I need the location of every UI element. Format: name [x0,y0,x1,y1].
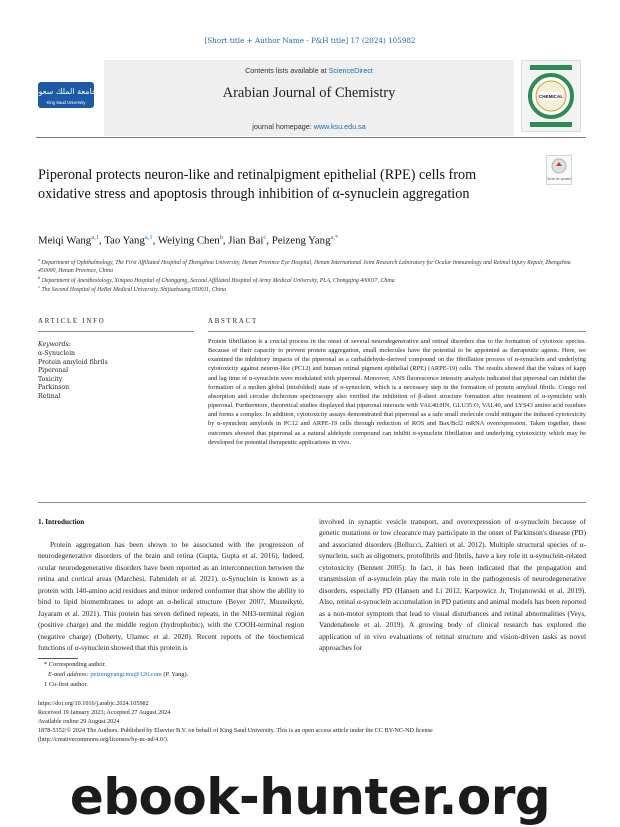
article-info-rule [38,331,194,332]
email-note [48,671,188,678]
co-first-author-note: 1 Co-first author. [44,681,88,688]
contents-line [104,66,514,75]
author-name: Peizeng Yang [271,234,331,247]
introduction-right-column: involved in synaptic vesicle transport, and overexpression of α-synuclein because of genetic mutations or low clearance may participate in the onset of Parkinson's disease (PD) and associated disorders (Bellucci, Zaltieri et al. 2012). Multiple structural species of α-synuclein, such as oligomers, protofibrils and fibrils, have a key role in α-synuclein-related cytotoxicity (Bennett 2005). In fact, it has been indicated that the propagation and transmission of α-synuclein play the main role in the pathogenesis of neurodegenerative disorders, especially PD (Hansen and Li 2012, Karpowicz Jr, Trojanowski et al. 2019). Also, retinal α-synuclein accumulation in PD patients and animal models has been reported as a non-motor symptom that lead to visual disturbances and retinal abnormalities (Veys, Vandenabeele et al. 2019). A growing body of clinical research has explored the application of in vivo evaluations of retinal structure and vision-driven tasks as novel approaches for [319,517,586,652]
affiliation-text: Department of Ophthalmology, The First Affiliated Hospital of Zhengzhou University, Henan Province Eye Hospital, Henan International Joint Research Laboratory for Ocular Immunology and Retinal Injury Repair, Zhengzhou 450000, Henan Province, China [38,259,571,274]
ksu-logo-english: King Saud University [46,100,86,105]
check-for-updates-button[interactable] [546,155,572,185]
ksu-logo-arabic: جامعة الملك سعود [36,87,96,96]
article-title: Piperonal protects neuron-like and retinalpigment epithelial (RPE) cells from oxidative stress and apoptosis through inhibition of α-synuclein aggregation [38,167,477,202]
affiliation-marker: c [38,284,40,289]
author-name: Tao Yang [104,234,145,247]
affiliation-a [38,256,588,275]
check-updates-label: Check for updates [547,177,571,181]
introduction-left-column: Protein aggregation has been shown to be associated with the progression of neurodegenerative disorders of the brain and retina (Gupta, Gupta et al. 2016). Indeed, ocular neurodegenerative disorders have been reported as an interconnection between the retina and cortical areas (Marchesi, Fahmideh et al. 2021). α-Synuclein is known as a protein with 140-amino acid residues and minor ordered conformer that show the ability to bind to lipid biomembranes to adopt an α-helical structure (Beyer 2007, Musteikytė, Jayaram et al. 2021). This protein has seven defined repeats, in the NH3-terminal region (positive charge) and the middle region (hydrophobic), with the COOH-terminal region (negative charge) (Doherty, Ulamec et al. 2020). Recent reports of the biochemical functions of α-synuclein showed that this protein is [38,540,304,653]
keyword-item: Parkinson [38,384,70,392]
keyword-item: Toxicity [38,375,63,383]
sciencedirect-link[interactable]: ScienceDirect [328,66,373,75]
received-dates: Received 19 January 2023; Accepted 27 August 2024 [38,709,171,716]
affiliation-marker: a [38,257,40,262]
author-affiliation-ref[interactable]: b [219,234,223,241]
homepage-prefix: journal homepage: [252,122,314,131]
header-divider [36,137,586,138]
watermark-text: ebook-hunter.org [0,768,620,826]
affiliation-text: The Second Hospital of HeBei Medical University, Shijiazhuang 050011, China [41,286,227,293]
keyword-item: α-Synuclein [38,350,76,357]
introduction-heading: 1. Introduction [38,518,85,526]
author-affiliation-ref[interactable]: a,1 [144,234,153,241]
author-affiliation-ref[interactable]: a,* [330,234,339,241]
keyword-item: Piperonal [38,367,69,375]
contents-prefix: Contents lists available at [245,66,329,75]
author-name: Meiqi Wang [38,234,92,247]
doi-link[interactable]: https://doi.org/10.1016/j.arabjc.2024.105982 [38,700,149,707]
corresponding-author-note: * Corresponding author. [44,661,106,668]
abstract-heading: ABSTRACT [208,318,258,325]
keyword-item: Protein amyloid fibrils [38,358,108,366]
author-name: Weiying Chen [157,234,220,247]
journal-homepage-line [104,122,514,131]
keywords-label: Keywords: [38,341,71,348]
affiliation-c [38,283,588,294]
ajc-cover-logo [521,60,581,132]
journal-name: Arabian Journal of Chemistry [222,85,396,101]
journal-citation-link[interactable]: [Short title + Author Name - P&H title] 17 (2024) 105982 [204,36,416,45]
email-suffix: (P. Yang). [161,671,189,678]
affiliation-text: Department of Anesthesiology, Xinqiao Hospital of Chongqing, Second Affiliated Hospital of Army Medical University, PLA, Chongqing 400037, China [41,277,395,284]
author-list: Meiqi Wang$^{a,1}$, Tao Yang$^{a,1}$, Weiying Chen$^b$, Jian Bai$^c$, Peizeng Yang$^{a,*}$ [38,234,339,247]
email-link[interactable]: peizengyangcmu@126.com [90,671,162,678]
email-label: E-mail address: [48,671,91,678]
abstract-bottom-rule [38,502,586,503]
keywords-list [38,350,108,402]
homepage-link[interactable]: www.ksu.edu.sa [313,122,366,131]
available-online-date: Available online 29 August 2024 [38,718,120,725]
ajc-logo-text: CHEMICAL [538,94,564,99]
footnote-rule [38,658,78,659]
author-name: Jian Bai [228,234,264,247]
author-affiliation-ref[interactable]: a,1 [91,234,99,241]
ksu-logo [36,72,96,120]
abstract-body: Protein fibrillation is a crucial process in the onset of several neurodegenerative and retinal disorders due to the formation of cytotoxic species. Because of their capacity to prevent protein aggregation, small molecules have the potential to be appointed as therapeutic agents. Here, we examined the inhibitory impacts of the piperonal as a carbaldehyde-derived compound on the fibrillation process of α-synuclein and underlying cytotoxicity against neuron-like (PC12) and human retinal pigment epithelial (RPE) (ARPE-19) cells. The results showed that the values of kapp and lag time of α-synuclein were modulated with piperonal. Moreover, ANS fluorescence intensity analysis indicated that piperonal can inhibit the formation of a molten global (misfolded) state of α-synuclein, which is a necessary step in the formation of protein amyloid fibrils. Congo red absorption and circular dichroism spectroscopy also verified the inhibition of β-sheet structure formation after treatment of α-synuclein with piperonal. Furthermore, theoretical studies displayed that piperonal interacts with VAL40:HN, GLU35:O, VAL40, and LYS43 amino acid residues and forms a complex. In addition, cytotoxicity assays demonstrated that piperonal as a safe small molecule could mitigate the induced cytotoxicity by α-synuclein amyloids in PC12 and ARPE-19 cells through reduction of ROS and Bax/Bcl2 mRNA overexpression. Taken together, these outcomes showed that piperonal as a natural aldehyde compound can inhibit α-synuclein fibrillation and underlying cytotoxicity which may be developed for potential therapeutic applications in vivo. [208,338,586,446]
license-url-link[interactable]: (http://creativecommons.org/licenses/by-nc-nd/4.0/). [38,736,169,743]
affiliation-marker: b [38,275,41,280]
author-affiliation-ref[interactable]: c [263,234,267,241]
license-statement: 1878-5352/© 2024 The Authors. Published by Elsevier B.V. on behalf of King Saud University. This is an open access article under the CC BY-NC-ND license [38,727,433,734]
abstract-rule [208,331,586,332]
keyword-item: Retinal [38,392,61,400]
article-info-heading: ARTICLE INFO [38,318,106,325]
